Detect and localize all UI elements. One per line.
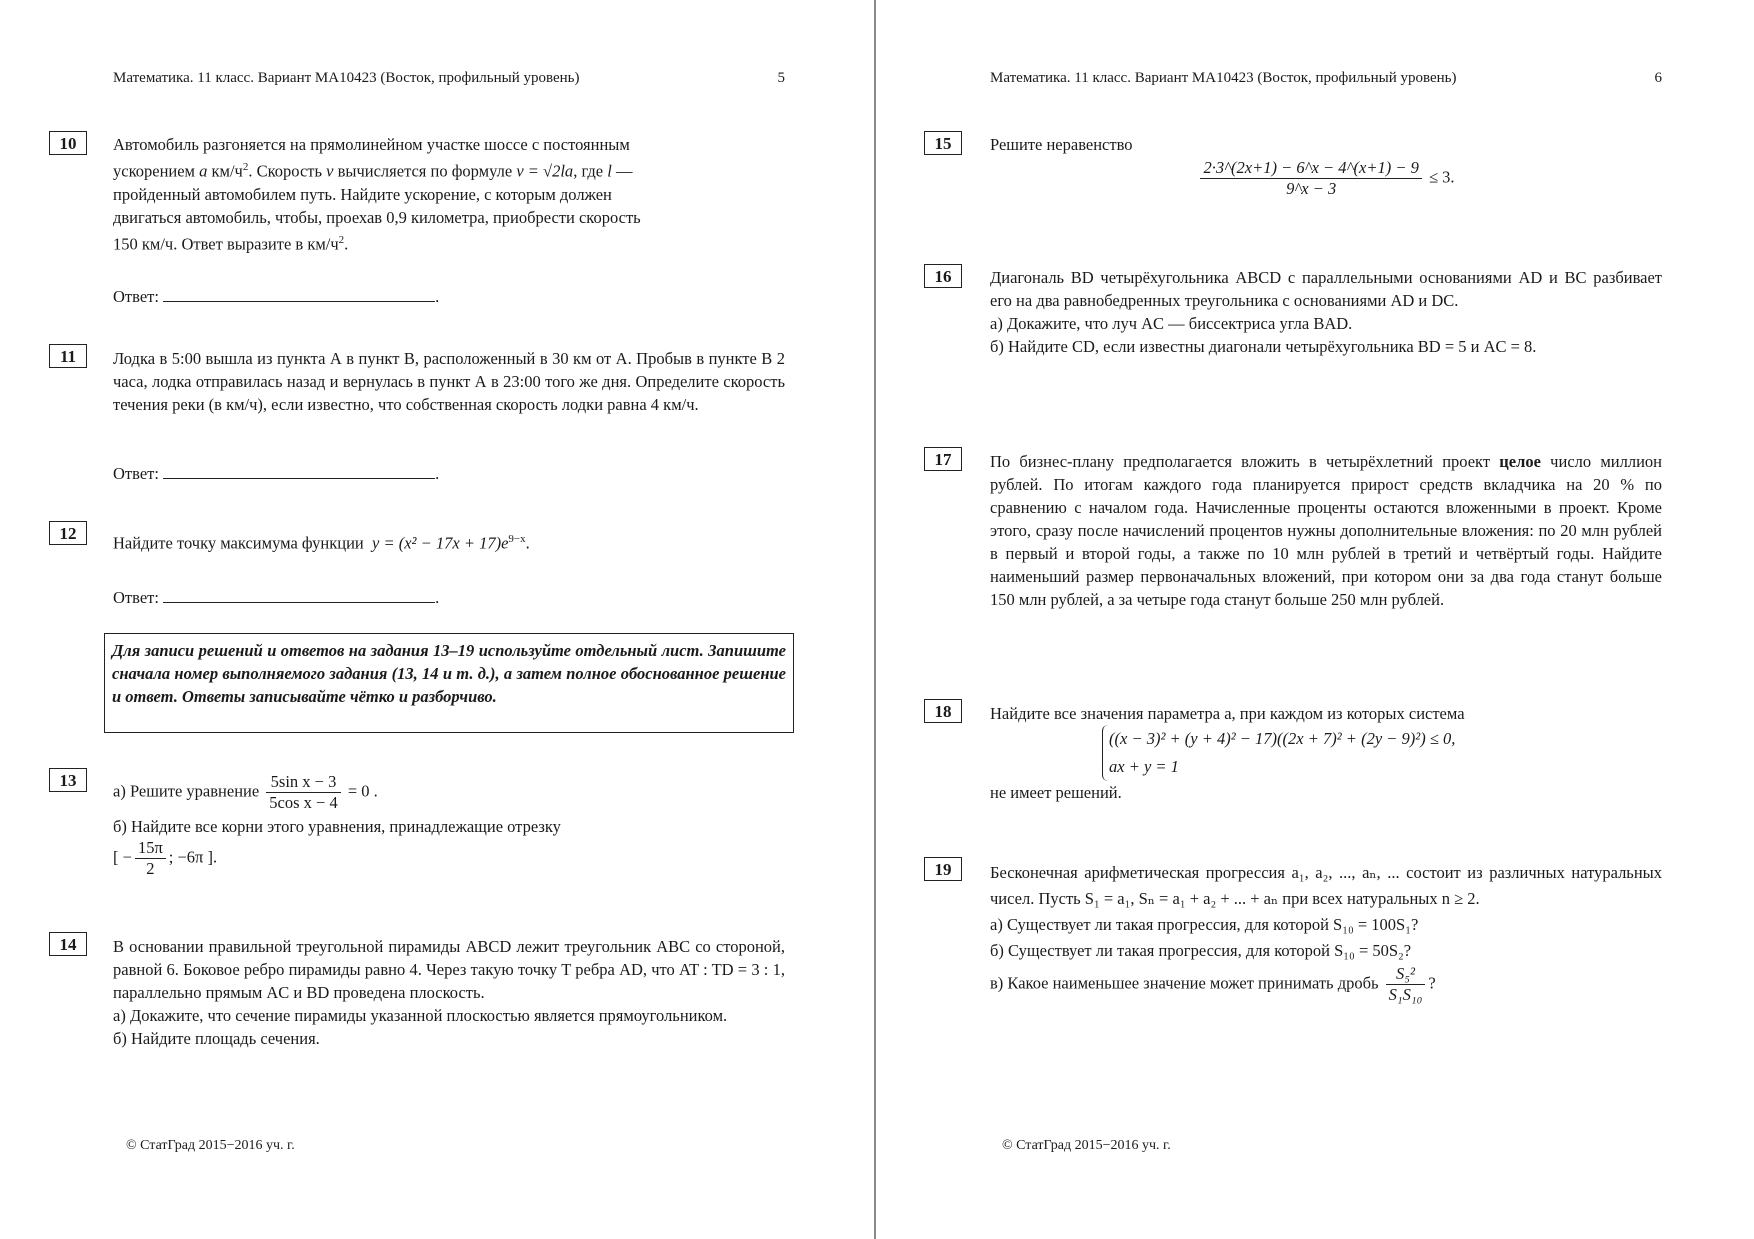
task-14-body: В основании правильной треугольной пирамиды ABCD лежит треугольник ABC со стороной, равной 6. Боковое ребро пирамиды равно 4. Через такую точку T ребра AD, что AT : TD = 3 : 1, параллельно прямым AC и BD проведена плоскость. [113, 937, 785, 1002]
task-11-text: Лодка в 5:00 вышла из пункта А в пункт В, расположенный в 30 км от А. Пробыв в пункте В 2 часа, лодка отправилась назад и вернулась в пункт А в 23:00 того же дня. Определите скорость течения реки (в км/ч), если известно, что собственная скорость лодки равна 4 км/ч. [113, 349, 785, 414]
answer-11[interactable]: Ответ: . [113, 464, 440, 483]
task-19-part-b: б) Существует ли такая прогрессия, для которой S₁₀ = 50S₂? [990, 941, 1412, 960]
task-10-line: Автомобиль разгоняется на прямолинейном участке шоссе с постоянным [113, 135, 630, 154]
task-13-part-b: б) Найдите все корни этого уравнения, принадлежащие отрезку [113, 817, 561, 836]
task-13-interval: [ − $\frac{15\pi}{2}$ ; −6π ]. [113, 838, 218, 878]
task-14-text [113, 935, 785, 1050]
answer-12[interactable]: Ответ: . [113, 588, 440, 607]
task-number-16: 16 [924, 264, 962, 288]
task-18-text [990, 702, 1662, 804]
footer: © СтатГрад 2015−2016 уч. г. [126, 1138, 295, 1153]
task-12-text: Найдите точку максимума функции $y = (x^2 - 17x + 17)e^{9-x}$. [113, 533, 530, 553]
task-19-text [990, 860, 1662, 1005]
instructions-box: Для записи решений и ответов на задания 13–19 используйте отдельный лист. Запишите сначала номер выполняемого задания (13, 14 и т. д.), а затем полное обоснованное решение и ответ. Ответы записывайте чётко и разборчиво. [104, 633, 794, 733]
task-number-14: 14 [49, 932, 87, 956]
task-15-inequality: $\frac{2\cdot 3\^{}(2x+1) - 6\^{}x - 4\^{}(x+1) - 9}{9\^{}x - 3}$ ≤ 3. [990, 158, 1662, 199]
page-header [113, 70, 785, 87]
page-header [990, 70, 1662, 87]
task-14-part-a: а) Докажите, что сечение пирамиды указанной плоскостью является прямоугольником. [113, 1006, 728, 1025]
header-text: Математика. 11 класс. Вариант МА10423 (Восток, профильный уровень) [113, 70, 580, 86]
task-number-11: 11 [49, 344, 87, 368]
task-19-part-c: в) Какое наименьшее значение может принимать дробь $\frac{\text{S₅²}}{\text{S₁S₁₀}}$ ? [990, 964, 1436, 1004]
task-10-line: ускорением a $км/ч^2$. Скорость v вычисляется по формуле v = √2la, где l — [113, 161, 633, 181]
task-18-system: ((x − 3)² + (y + 4)² − 17)((2x + 7)² + (2y − 9)²) ≤ 0, ax + y = 1 [1102, 725, 1662, 781]
task-18-tail: не имеет решений. [990, 783, 1122, 802]
task-number-18: 18 [924, 699, 962, 723]
task-13-text [113, 772, 785, 879]
task-number-17: 17 [924, 447, 962, 471]
task-number-12: 12 [49, 521, 87, 545]
task-16-part-b: б) Найдите CD, если известны диагонали четырёхугольника BD = 5 и AC = 8. [990, 337, 1537, 356]
task-16-text [990, 266, 1662, 358]
task-10-line: пройденный автомобилем путь. Найдите ускорение, с которым должен [113, 184, 612, 204]
task-13-part-a: а) Решите уравнение $\frac{\text{5sin x − 3}}{\text{5cos x − 4}}$ = 0 . [113, 772, 378, 812]
task-10-text [113, 133, 785, 255]
task-14-part-b: б) Найдите площадь сечения. [113, 1029, 320, 1048]
task-19-body: Бесконечная арифметическая прогрессия a₁, a₂, ..., aₙ, ... состоит из различных натуральных чисел. Пусть S₁ = a₁, Sₙ = a₁ + a₂ + ... + aₙ при всех натуральных n ≥ 2. [990, 863, 1662, 908]
task-15-intro: Решите неравенство [990, 135, 1133, 154]
task-number-19: 19 [924, 857, 962, 881]
task-16-part-a: а) Докажите, что луч AC — биссектриса угла BAD. [990, 314, 1353, 333]
task-10-line: 150 км/ч. Ответ выразите в $км/ч^2$. [113, 233, 349, 253]
footer: © СтатГрад 2015−2016 уч. г. [1002, 1138, 1171, 1153]
page-number: 5 [777, 70, 785, 86]
task-17-text: По бизнес-плану предполагается вложить в четырёхлетний проект целое число миллион рублей. По итогам каждого года планируется прирост средств вкладчика на 20 % по сравнению с началом года. Начисленные проценты остаются вложенными в проект. Кроме этого, сразу после начислений процентов нужны дополнительные вложения: по 20 млн рублей в первый и второй годы, а также по 10 млн рублей в третий и четвёртый годы. Найдите наименьший размер первоначальных вложений, при котором они за два года станут больше 150 млн рублей, а за четыре года станут больше 250 млн рублей. [990, 452, 1662, 609]
header-text: Математика. 11 класс. Вариант МА10423 (Восток, профильный уровень) [990, 70, 1457, 86]
task-number-10: 10 [49, 131, 87, 155]
task-10-line: двигаться автомобиль, чтобы, проехав 0,9 километра, приобрести скорость [113, 207, 641, 227]
task-16-body: Диагональ BD четырёхугольника ABCD с параллельными основаниями AD и BC разбивает его на два равнобедренных треугольника с основаниями AD и DC. [990, 268, 1662, 310]
task-18-intro: Найдите все значения параметра a, при каждом из которых система [990, 704, 1465, 723]
task-15-text [990, 133, 1662, 199]
answer-10[interactable]: Ответ: . [113, 287, 440, 306]
page-right [876, 0, 1754, 1239]
page-left [0, 0, 876, 1239]
task-19-part-a: а) Существует ли такая прогрессия, для которой S₁₀ = 100S₁? [990, 915, 1419, 934]
task-number-15: 15 [924, 131, 962, 155]
task-number-13: 13 [49, 768, 87, 792]
page-number: 6 [1654, 70, 1662, 86]
